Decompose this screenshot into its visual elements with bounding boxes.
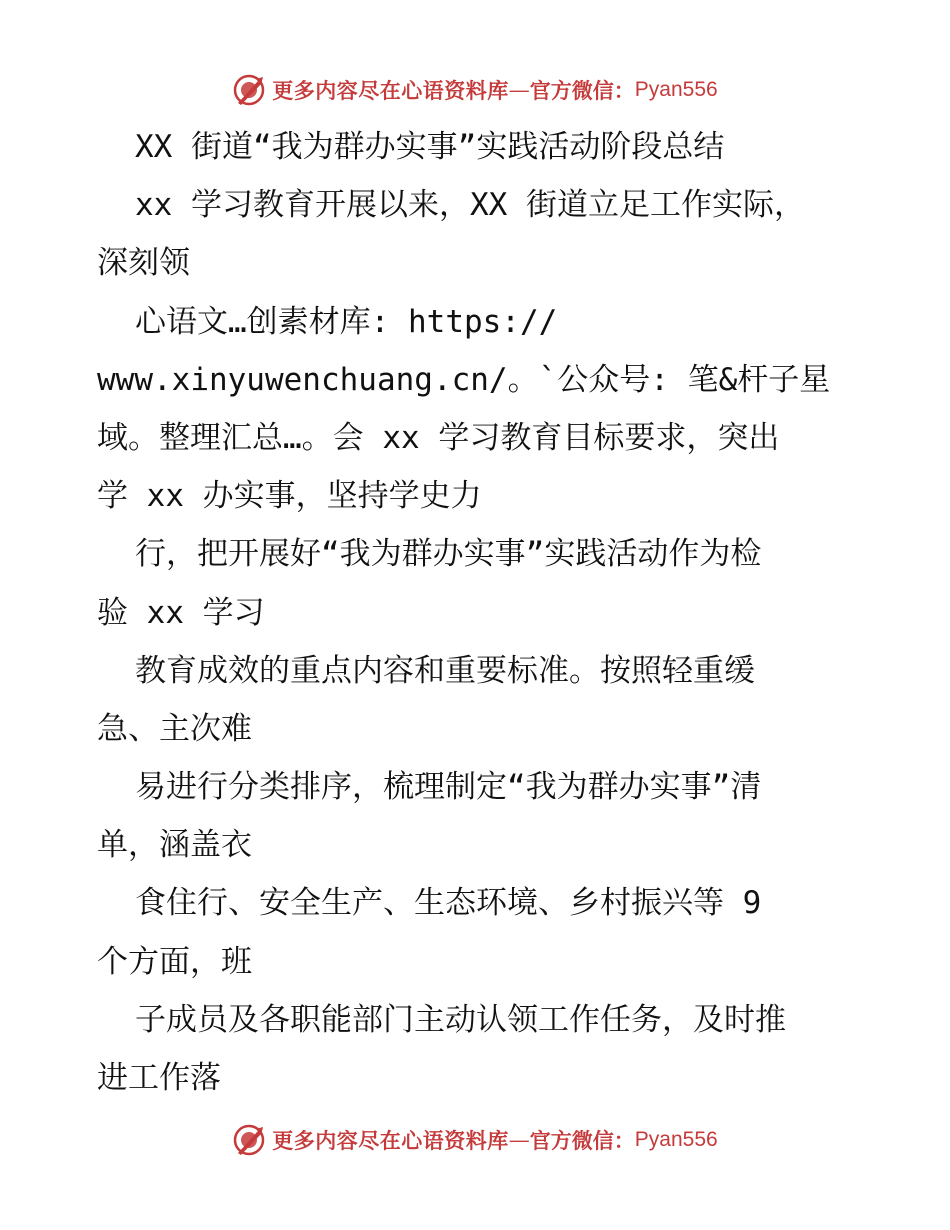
paragraph-line: 深刻领 bbox=[97, 245, 190, 282]
header-brand-text: 更多内容尽在心语资料库 bbox=[272, 78, 509, 103]
paragraph-line: 教育成效的重点内容和重要标准。按照轻重缓 bbox=[135, 652, 755, 689]
paragraph-line: 子成员及各职能部门主动认领工作任务，及时推 bbox=[135, 1001, 786, 1038]
header-banner bbox=[0, 68, 950, 112]
header-separator: — bbox=[508, 78, 530, 102]
header-wechat-label: 官方微信： bbox=[529, 78, 635, 103]
quill-pen-seal-icon bbox=[232, 1123, 266, 1157]
footer-wechat-id: Pyan556 bbox=[634, 1128, 718, 1151]
quill-pen-seal-icon bbox=[232, 73, 266, 107]
paragraph-line: 域。整理汇总…。会 xx 学习教育目标要求，突出 bbox=[97, 419, 780, 456]
paragraph-line: 易进行分类排序，梳理制定“我为群办实事”清 bbox=[135, 769, 762, 806]
paragraph-line: 急、主次难 bbox=[97, 710, 252, 747]
document-title: XX 街道“我为群办实事”实践活动阶段总结 bbox=[135, 129, 725, 165]
paragraph-line: 验 xx 学习 bbox=[97, 594, 265, 631]
paragraph-line: 进工作落 bbox=[97, 1060, 221, 1096]
paragraph-line: 心语文…创素材库: https:// bbox=[135, 303, 558, 340]
paragraph-line: 学 xx 办实事，坚持学史力 bbox=[97, 478, 482, 515]
header-wechat-id: Pyan556 bbox=[634, 78, 718, 101]
document-body bbox=[97, 118, 867, 1107]
paragraph-line: www.xinyuwenchuang.cn/。`公众号: 笔&杆子星 bbox=[97, 361, 831, 398]
paragraph-line: 个方面，班 bbox=[97, 943, 252, 980]
footer-separator: — bbox=[508, 1128, 530, 1152]
paragraph-line: 食住行、安全生产、生态环境、乡村振兴等 9 bbox=[135, 885, 762, 922]
footer-banner bbox=[0, 1118, 950, 1162]
footer-wechat-label: 官方微信： bbox=[529, 1128, 635, 1153]
footer-brand-text: 更多内容尽在心语资料库 bbox=[272, 1128, 509, 1153]
paragraph-line: xx 学习教育开展以来，XX 街道立足工作实际， bbox=[135, 187, 805, 224]
paragraph-line: 单，涵盖衣 bbox=[97, 827, 252, 864]
paragraph-line: 行，把开展好“我为群办实事”实践活动作为检 bbox=[135, 536, 762, 573]
